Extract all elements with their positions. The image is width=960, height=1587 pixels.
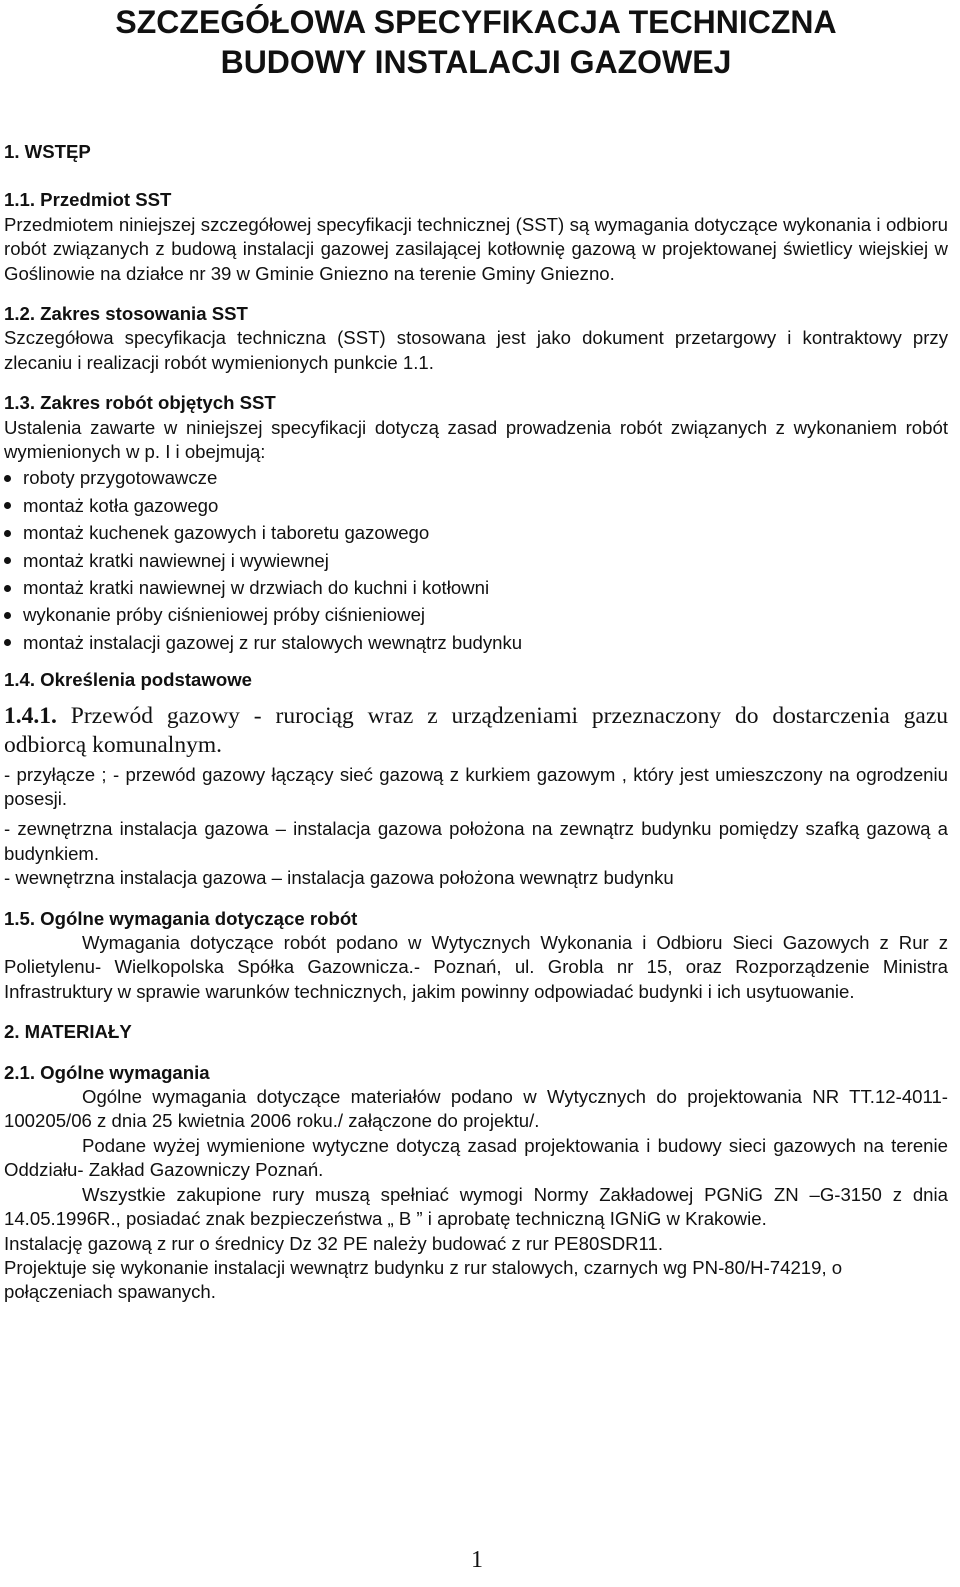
section-1-5-heading: 1.5. Ogólne wymagania dotyczące robót bbox=[4, 907, 358, 929]
section-1-2-body: Szczegółowa specyfikacja techniczna (SST) stosowana jest jako dokument przetargowy i kontraktowy przy zlecaniu i realizacji robót wymienionych punkcie 1.1. bbox=[4, 327, 948, 373]
list-item: montaż kotła gazowego bbox=[4, 492, 948, 519]
definition-service-line: - przyłącze ; - przewód gazowy łączący sieć gazową z kurkiem gazowym , który jest umieszczony na ogrodzeniu posesji. bbox=[4, 763, 948, 810]
section-2-1-heading: 2.1. Ogólne wymagania bbox=[4, 1061, 210, 1083]
bullet-icon bbox=[4, 475, 11, 482]
definition-number: 1.4.1. bbox=[4, 702, 57, 729]
bullet-icon bbox=[4, 639, 11, 646]
list-item: montaż kratki nawiewnej i wywiewnej bbox=[4, 547, 948, 574]
section-2-heading: 2. MATERIAŁY bbox=[4, 1021, 132, 1043]
title-line-1: SZCZEGÓŁOWA SPECYFIKACJA TECHNICZNA bbox=[115, 4, 837, 40]
section-1-2-heading: 1.2. Zakres stosowania SST bbox=[4, 303, 248, 325]
section-2-1-paragraph-5: Projektuje się wykonanie instalacji wewnątrz budynku z rur stalowych, czarnych wg PN-80/H-74219, o połączeniach spawanych. bbox=[4, 1256, 843, 1303]
document-page bbox=[4, 0, 948, 1305]
definition-external-installation: - zewnętrzna instalacja gazowa – instalacja gazowa położona na zewnątrz budynku pomiędzy szafką gazową a budynkiem. bbox=[4, 818, 948, 864]
bullet-icon bbox=[4, 612, 11, 619]
section-1-heading: 1. WSTĘP bbox=[4, 141, 91, 162]
section-2-1-paragraph-2: Podane wyżej wymienione wytyczne dotyczą zasad projektowania i budowy sieci gazowych na terenie Oddziału- Zakład Gazowniczy Poznań. bbox=[4, 1134, 948, 1181]
section-1-5 bbox=[4, 907, 948, 1005]
section-1-3 bbox=[4, 391, 948, 656]
section-1-3-body: Ustalenia zawarte w niniejszej specyfikacji dotyczą zasad prowadzenia robót związanych z wykonaniem robót wymienionych w p. I i obejmują: bbox=[4, 416, 948, 463]
section-1-5-body: Wymagania dotyczące robót podano w Wytycznych Wykonania i Odbioru Sieci Gazowych z Rur z Polietylenu- Wielkopolska Spółka Gazownicza.- Poznań, ul. Grobla nr 15, oraz Rozporządzenie Ministra Infrastruktury w sprawie warunków technicznych, jakim powinny odpowiadać budynki i ich usytuowanie. bbox=[4, 932, 948, 1002]
bullet-icon bbox=[4, 502, 11, 509]
list-item: montaż kratki nawiewnej w drzwiach do kuchni i kotłowni bbox=[4, 574, 948, 601]
section-2-1-paragraph-1: Ogólne wymagania dotyczące materiałów podano w Wytycznych do projektowania NR TT.12-4011-100205/06 z dnia 25 kwietnia 2006 roku./ załączone do projektu/. bbox=[4, 1086, 948, 1132]
bullet-icon bbox=[4, 585, 11, 592]
section-2-1 bbox=[4, 1061, 948, 1305]
section-2-1-paragraph-3: Wszystkie zakupione rury muszą spełniać wymogi Normy Zakładowej PGNiG ZN –G-3150 z dnia 14.05.1996R., posiadać znak bezpieczeństwa „ B ” i aprobatę techniczną IGNiG w Krakowie. bbox=[4, 1183, 948, 1230]
section-1-2 bbox=[4, 302, 948, 375]
definition-internal-installation: - wewnętrzna instalacja gazowa – instalacja gazowa położona wewnątrz budynku bbox=[4, 867, 674, 889]
document-title bbox=[4, 0, 948, 82]
list-item: montaż kuchenek gazowych i taboretu gazowego bbox=[4, 519, 948, 546]
section-1-1-body: Przedmiotem niniejszej szczegółowej specyfikacji technicznej (SST) są wymagania dotyczące wykonania i odbioru robót związanych z budową instalacji gazowej zasilającej kotłownię gazową w projektowanej świetlicy wiejskiej w Goślinowie na działce nr 39 w Gminie Gniezno na terenie Gminy Gniezno. bbox=[4, 213, 948, 284]
scope-list bbox=[4, 464, 948, 656]
section-2-1-paragraph-4: Instalację gazową z rur o średnicy Dz 32 PE należy budować z rur PE80SDR11. bbox=[4, 1232, 664, 1254]
list-item: wykonanie próby ciśnieniowej próby ciśnieniowej bbox=[4, 601, 948, 628]
list-item: roboty przygotowawcze bbox=[4, 464, 948, 491]
definition-pipeline bbox=[4, 702, 948, 760]
definition-text: Przewód gazowy - rurociąg wraz z urządzeniami przeznaczony do dostarczenia gazu odbiorcą komunalnym. bbox=[4, 702, 948, 758]
section-1-1-heading: 1.1. Przedmiot SST bbox=[4, 189, 172, 211]
bullet-icon bbox=[4, 530, 11, 537]
section-1-4-heading: 1.4. Określenia podstawowe bbox=[4, 669, 253, 691]
section-1-3-heading: 1.3. Zakres robót objętych SST bbox=[4, 392, 276, 414]
title-line-2: BUDOWY INSTALACJI GAZOWEJ bbox=[220, 44, 732, 80]
section-1-1 bbox=[4, 188, 948, 286]
bullet-icon bbox=[4, 557, 11, 564]
list-item: montaż instalacji gazowej z rur stalowych wewnątrz budynku bbox=[4, 629, 948, 656]
section-1-4 bbox=[4, 668, 948, 890]
page-number: 1 bbox=[471, 1547, 483, 1573]
